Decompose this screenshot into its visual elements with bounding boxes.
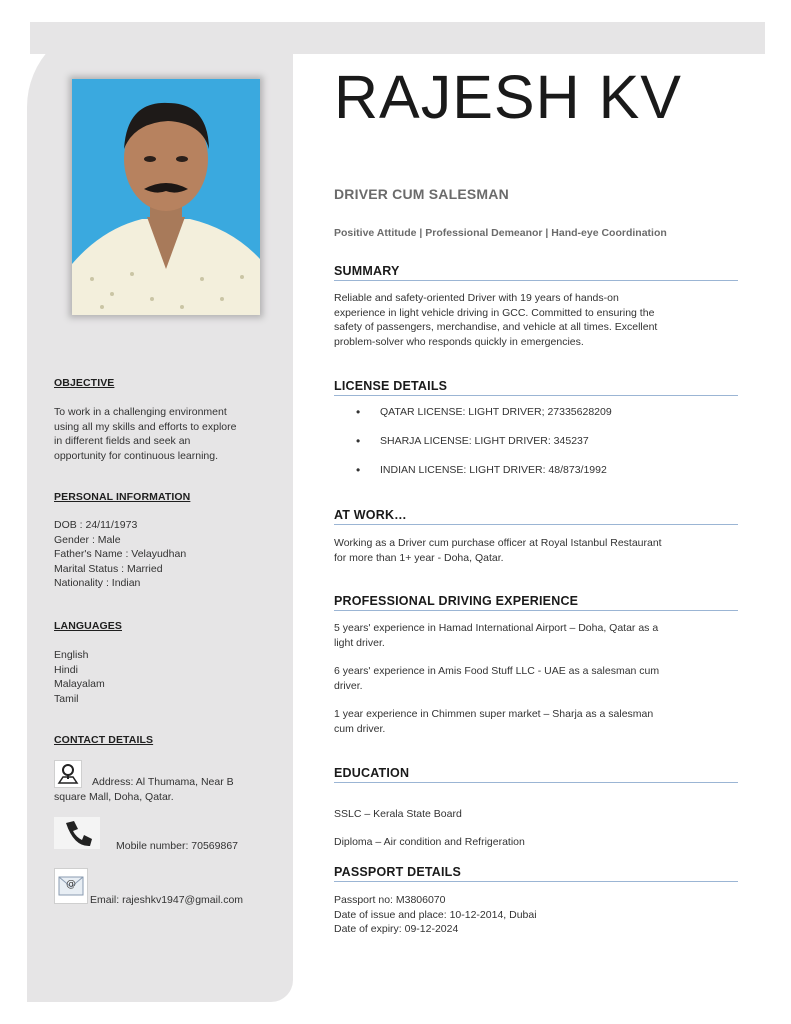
at-work-text: Working as a Driver cum purchase officer at Royal Istanbul Restaurant for more than 1+ year - Doha, Qatar. <box>334 537 662 564</box>
experience-entry-2: 6 years' experience in Amis Food Stuff LLC - UAE as a salesman cum driver. <box>334 665 660 692</box>
personal-info-heading: PERSONAL INFORMATION <box>54 491 191 503</box>
summary-text: Reliable and safety-oriented Driver with 19 years of hands-on experience in light vehicle driving in GCC. Committed to ensuring the safety of passengers, merchandise, and vehicle at all times. Excellent problem-solver who responds quickly in emergencies. <box>334 292 658 348</box>
objective-heading: OBJECTIVE <box>54 377 115 389</box>
education-item: SSLC – Kerala State Board <box>334 808 462 820</box>
passport-details: Passport no: M3806070 Date of issue and place: 10-12-2014, Dubai Date of expiry: 09-12-2024 <box>334 894 537 936</box>
candidate-name: RAJESH KV <box>334 63 682 131</box>
education-heading: EDUCATION <box>334 766 738 783</box>
languages-list: English Hindi Malayalam Tamil <box>54 649 105 705</box>
list-item: • INDIAN LICENSE: LIGHT DRIVER: 48/873/1992 <box>356 464 612 493</box>
at-work-heading: AT WORK… <box>334 508 738 525</box>
experience-entry-1: 5 years' experience in Hamad International Airport – Doha, Qatar as a light driver. <box>334 622 659 649</box>
mobile-number[interactable]: Mobile number: 70569867 <box>116 840 239 852</box>
license-list <box>356 406 612 493</box>
email-icon <box>54 868 88 904</box>
map-location-icon <box>54 760 82 788</box>
address-line-2: square Mall, Doha, Qatar. <box>54 791 174 803</box>
languages-heading: LANGUAGES <box>54 620 122 632</box>
job-title: DRIVER CUM SALESMAN <box>334 186 509 202</box>
personal-info-list: DOB : 24/11/1973 Gender : Male Father's Name : Velayudhan Marital Status : Married Nationality : Indian <box>54 519 187 590</box>
profile-photo <box>72 79 260 315</box>
phone-icon <box>54 817 100 849</box>
license-heading: LICENSE DETAILS <box>334 379 738 396</box>
education-item: Diploma – Air condition and Refrigeration <box>334 836 525 848</box>
key-traits: Positive Attitude | Professional Demeanor | Hand-eye Coordination <box>334 227 667 239</box>
passport-heading: PASSPORT DETAILS <box>334 865 738 882</box>
contact-heading: CONTACT DETAILS <box>54 734 154 746</box>
summary-heading: SUMMARY <box>334 264 738 281</box>
list-item: • QATAR LICENSE: LIGHT DRIVER; 27335628209 <box>356 406 612 435</box>
list-item: • SHARJA LICENSE: LIGHT DRIVER: 345237 <box>356 435 612 464</box>
address-line-1: Address: Al Thumama, Near B <box>92 776 234 788</box>
experience-heading: PROFESSIONAL DRIVING EXPERIENCE <box>334 594 738 611</box>
objective-text: To work in a challenging environment using all my skills and efforts to explore in different fields and seek an opportunity for continuous learning. <box>54 406 237 462</box>
email-address[interactable]: Email: rajeshkv1947@gmail.com <box>90 894 244 906</box>
experience-entry-3: 1 year experience in Chimmen super market – Sharja as a salesman cum driver. <box>334 708 654 735</box>
svg-text:@: @ <box>66 879 76 890</box>
